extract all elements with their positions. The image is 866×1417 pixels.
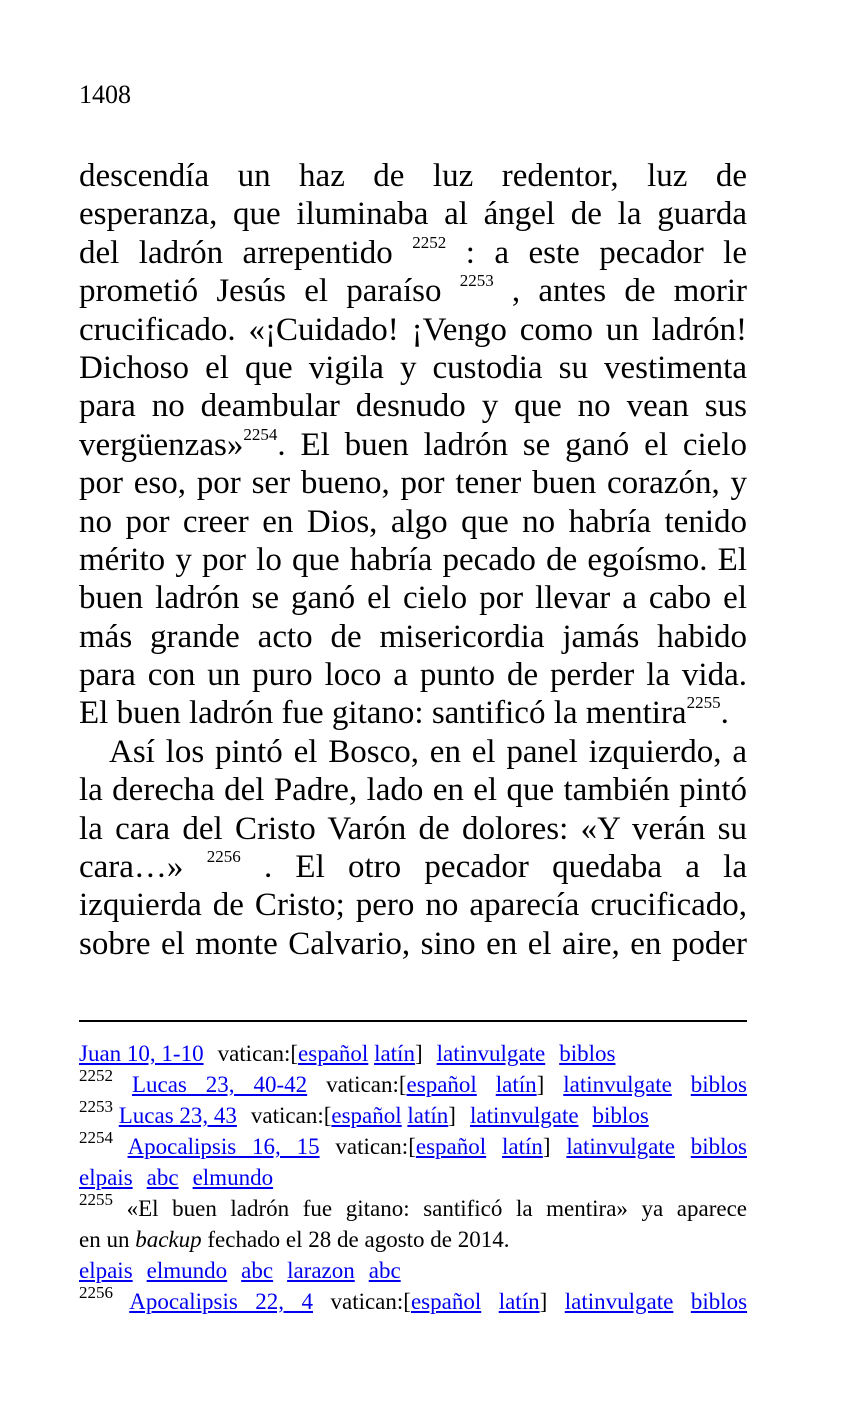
body-line: del ladrón arrepentido $^{2252}$ : a este pecador le — [79, 232, 747, 271]
body-line: Así los pintó el Bosco, en el panel izquierdo, a — [109, 733, 747, 770]
page-number: 1408 — [79, 80, 131, 109]
footnote-number: 2254 — [79, 1128, 113, 1147]
body-line: sobre el monte Calvario, sino en el aire, en poder — [79, 925, 747, 962]
espanol-link[interactable]: español — [406, 1072, 477, 1097]
footnotes — [79, 1038, 747, 1317]
body-line: Dichoso el que vigila y custodia su vestimenta — [79, 349, 747, 386]
biblos-link[interactable]: biblos — [690, 1289, 748, 1314]
footnote-number: 2256 — [79, 1283, 113, 1302]
body-line: para no deambular desnudo y que no vean sus — [79, 388, 747, 425]
espanol-link[interactable]: español — [415, 1134, 487, 1159]
ref-link[interactable]: Apocalipsis 16, 15 — [127, 1134, 320, 1159]
footnote-2254-links — [79, 1162, 747, 1193]
abc-link[interactable]: abc — [146, 1165, 179, 1190]
footnote-2253: $^{2253}$ Lucas 23, 43 vatican:[español latín] latinvulgate biblos — [79, 1097, 649, 1128]
body-line: El buen ladrón fue gitano: santificó la mentira$^{2255}$. — [79, 693, 729, 732]
latinvulgate-link[interactable]: latinvulgate — [563, 1072, 672, 1097]
latinvulgate-link[interactable]: latinvulgate — [564, 1289, 674, 1314]
latinvulgate-link[interactable]: latinvulgate — [436, 1041, 546, 1066]
body-line: no por creer en Dios, algo que no habría tenido — [79, 503, 747, 540]
footnote-ref-2255: 2255 — [686, 693, 721, 713]
ref-link[interactable]: Lucas 23, 40-42 — [131, 1072, 308, 1097]
body-line: mérito y por lo que habría pecado de egoísmo. El — [79, 541, 747, 578]
body-line: por eso, por ser bueno, por tener buen corazón, y — [79, 465, 747, 502]
body-line: cara…» $^{2256}$ . El otro pecador quedaba a la — [79, 847, 747, 886]
footnote-2255-cont: en un backup fechado el 28 de agosto de 2014. — [79, 1227, 510, 1252]
elpais-link[interactable]: elpais — [79, 1165, 133, 1190]
footnote-number: 2255 — [79, 1190, 113, 1209]
espanol-link[interactable]: español — [298, 1041, 369, 1066]
biblos-link[interactable]: biblos — [690, 1072, 747, 1097]
footnote-2251: Juan 10, 1-10 vatican:[español latín] latinvulgate biblos — [79, 1041, 616, 1066]
espanol-link[interactable]: español — [410, 1289, 482, 1314]
latin-link[interactable]: latín — [374, 1041, 415, 1066]
footnote-number: 2252 — [79, 1066, 113, 1085]
latin-link[interactable]: latín — [498, 1289, 540, 1314]
body-line: izquierda de Cristo; pero no aparecía crucificado, — [79, 887, 747, 924]
body-line: la derecha del Padre, lado en el que también pintó — [79, 772, 747, 809]
footnote-ref-2254: 2254 — [243, 424, 278, 444]
biblos-link[interactable]: biblos — [559, 1041, 616, 1066]
latinvulgate-link[interactable]: latinvulgate — [566, 1134, 675, 1159]
latin-link[interactable]: latín — [407, 1103, 449, 1128]
footnote-number: 2253 — [79, 1097, 113, 1116]
abc-link[interactable]: abc — [368, 1258, 401, 1283]
ref-link[interactable]: Lucas 23, 43 — [118, 1103, 237, 1128]
body-line: más grande acto de misericordia jamás habido — [79, 618, 747, 655]
body-line: la cara del Cristo Varón de dolores: «Y verán su — [79, 810, 747, 847]
latin-link[interactable]: latín — [495, 1072, 537, 1097]
ref-link[interactable]: Apocalipsis 22, 4 — [129, 1289, 313, 1314]
footnote-2252: $^{2252}$ Lucas 23, 40-42 vatican:[español latín] latinvulgate biblos — [79, 1066, 747, 1097]
espanol-link[interactable]: español — [331, 1103, 402, 1128]
body-text — [79, 157, 747, 963]
footnote-divider — [79, 1020, 747, 1022]
footnote-2256: $^{2256}$ Apocalipsis 22, 4 vatican:[español latín] latinvulgate biblos — [79, 1283, 748, 1314]
ref-link[interactable]: Juan 10, 1-10 — [79, 1041, 204, 1066]
body-line: descendía un haz de luz redentor, luz de — [79, 158, 747, 194]
footnote-2254: $^{2254}$ Apocalipsis 16, 15 vatican:[español latín] latinvulgate biblos — [79, 1128, 747, 1159]
latinvulgate-link[interactable]: latinvulgate — [469, 1103, 579, 1128]
footnote-2255: $^{2255}$ «El buen ladrón fue gitano: santificó la mentira» ya aparece — [79, 1190, 748, 1221]
elmundo-link[interactable]: elmundo — [146, 1258, 228, 1283]
footnote-ref-2256: 2256 — [206, 847, 241, 867]
biblos-link[interactable]: biblos — [592, 1103, 649, 1128]
footnote-ref-2252: 2252 — [412, 232, 447, 252]
footnote-ref-2253: 2253 — [459, 271, 494, 291]
abc-link[interactable]: abc — [241, 1258, 274, 1283]
body-line: prometió Jesús el paraíso $^{2253}$ , antes de morir — [79, 271, 747, 310]
body-line: vergüenzas»$^{2254}$. El buen ladrón se ganó el cielo — [79, 424, 747, 463]
body-line: para con un puro loco a punto de perder la vida. — [79, 657, 747, 694]
body-line: esperanza, que iluminaba al ángel de la guarda — [79, 196, 747, 233]
body-line: buen ladrón se ganó el cielo por llevar a cabo el — [79, 580, 747, 617]
footnote-2255-links — [79, 1255, 747, 1286]
larazon-link[interactable]: larazon — [287, 1258, 355, 1283]
elmundo-link[interactable]: elmundo — [192, 1165, 274, 1190]
biblos-link[interactable]: biblos — [690, 1134, 747, 1159]
body-line: crucificado. «¡Cuidado! ¡Vengo como un ladrón! — [79, 311, 747, 348]
latin-link[interactable]: latín — [501, 1134, 543, 1159]
elpais-link[interactable]: elpais — [79, 1258, 133, 1283]
